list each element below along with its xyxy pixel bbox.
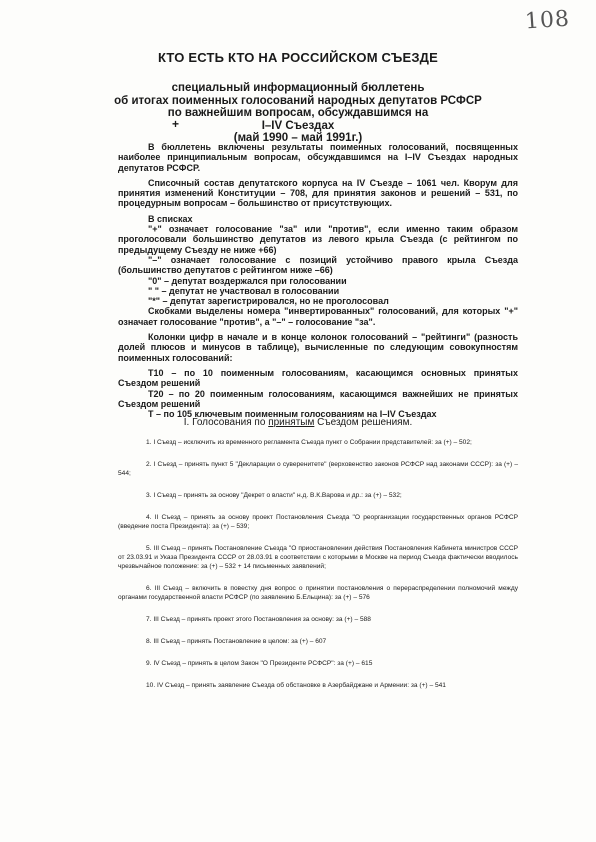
section-suffix: Съездом решениям. (317, 417, 413, 428)
document-header (0, 50, 596, 145)
list-item: 4. II Съезд – принять за основу проект Постановления Съезда "О реорганизации государственных органов РСФСР (введение поста Президента): за (+) – 539; (118, 514, 518, 530)
list-item: 8. III Съезд – принять Постановление в целом: за (+) – 607 (146, 638, 327, 645)
subtitle-line: по важнейшим вопросам, обсуждавшимся на (167, 107, 429, 119)
rating-line: Т20 – по 20 поименным голосованиям, касающимся важнейших не принятых Съездом решений (118, 388, 518, 409)
legend-heading: В списках (148, 213, 193, 224)
legend-line: "*" – депутат зарегистрировался, но не проголосовал (148, 296, 389, 307)
section-heading (0, 417, 596, 428)
rating-line: Т10 – по 10 поименным голосованиям, касающимся основных принятых Съездом решений (118, 367, 518, 389)
subtitle-line: (май 1990 – май 1991г.) (233, 132, 363, 144)
intro-paragraph: В бюллетень включены результаты поименных голосований, посвященных наиболее принципиальным вопросам, обсуждавшимся на I–IV Съездах народных депутатов РСФСР. (118, 142, 518, 173)
section-prefix: I. Голосования по (183, 417, 266, 428)
section-underlined: принятым (268, 417, 315, 428)
subtitle-line: специальный информационный бюллетень (171, 82, 425, 94)
legend-line: " " – депутат не участвовал в голосовании (148, 285, 340, 296)
legend-line: "0" – депутат воздержался при голосовании (148, 275, 347, 286)
intro-paragraph: Колонки цифр в начале и в конце колонок голосований – "рейтинги" (разность долей плюсов и минусов в таблице), вычисленные по следующим совокупностям поименных голосований: (118, 332, 518, 363)
list-item: 3. I Съезд – принять за основу "Декрет о власти" н.д. В.К.Варова и др.: за (+) – 532; (146, 492, 402, 499)
list-item: 6. III Съезд – включить в повестку дня вопрос о принятии постановления о перераспределении полномочий между органами государственной власти РСФСР (по заявлению Б.Ельцина): за (+) – 576 (118, 585, 518, 601)
legend-line: "–" означает голосование с позиций устойчиво правого крыла Съезда (большинство депутатов с рейтингом ниже –66) (118, 254, 518, 276)
rating-line: Т – по 105 ключевым поименным голосованиям на I–IV Съездах (148, 409, 437, 420)
vote-list (118, 438, 518, 703)
legend-line: "+" означает голосование "за" или "против", если именно таким образом проголосовали большинство депутатов из левого крыла Съезда (с рейтингом по предыдущему Съезду не ниже +66) (118, 224, 518, 255)
subtitle-line: об итогах поименных голосований народных депутатов РСФСР (114, 94, 482, 107)
intro-text (118, 142, 518, 419)
document-title: КТО ЕСТЬ КТО НА РОССИЙСКОМ СЪЕЗДЕ (157, 50, 439, 65)
list-item: 2. I Съезд – принять пункт 5 "Декларации о суверенитете" (верховенство законов РСФСР над законами СССР): за (+) – 544; (118, 461, 518, 477)
subtitle-line: I–IV Съездах (261, 119, 335, 132)
list-item: 1. I Съезд – исключить из временного регламента Съезда пункт о Собрании представителей: за (+) – 502; (146, 439, 472, 446)
handwritten-page-number: 108 (524, 6, 571, 35)
list-item: 9. IV Съезд – принять в целом Закон "О Президенте РСФСР": за (+) – 615 (146, 660, 373, 667)
margin-mark: + (172, 117, 180, 131)
list-item: 5. III Съезд – принять Постановление Съезда "О приостановлении действия Постановления Кабинета министров СССР от 23.03.91 и Указа Президента СССР от 28.03.91 в соответствии с которыми в Москве на период Съезда фактически вводилось чрезвычайное положение: за (+) – 532 + 14 письменных заявлений; (118, 545, 518, 570)
legend-line: Скобками выделены номера "инвертированных" голосований, для которых "+" означает голосование "против", а "–" – голосование "за". (118, 306, 518, 327)
list-item: 10. IV Съезд – принять заявление Съезда об обстановке в Азербайджане и Армении: за (+) – 541 (146, 682, 446, 689)
list-item: 7. III Съезд – принять проект этого Постановления за основу: за (+) – 588 (146, 616, 371, 623)
intro-paragraph: Списочный состав депутатского корпуса на IV Съезде – 1061 чел. Кворум для принятия изменений Конституции – 708, для принятия законов и решений – 531, по процедурным вопросам – большинство от присутствующих. (118, 177, 518, 209)
